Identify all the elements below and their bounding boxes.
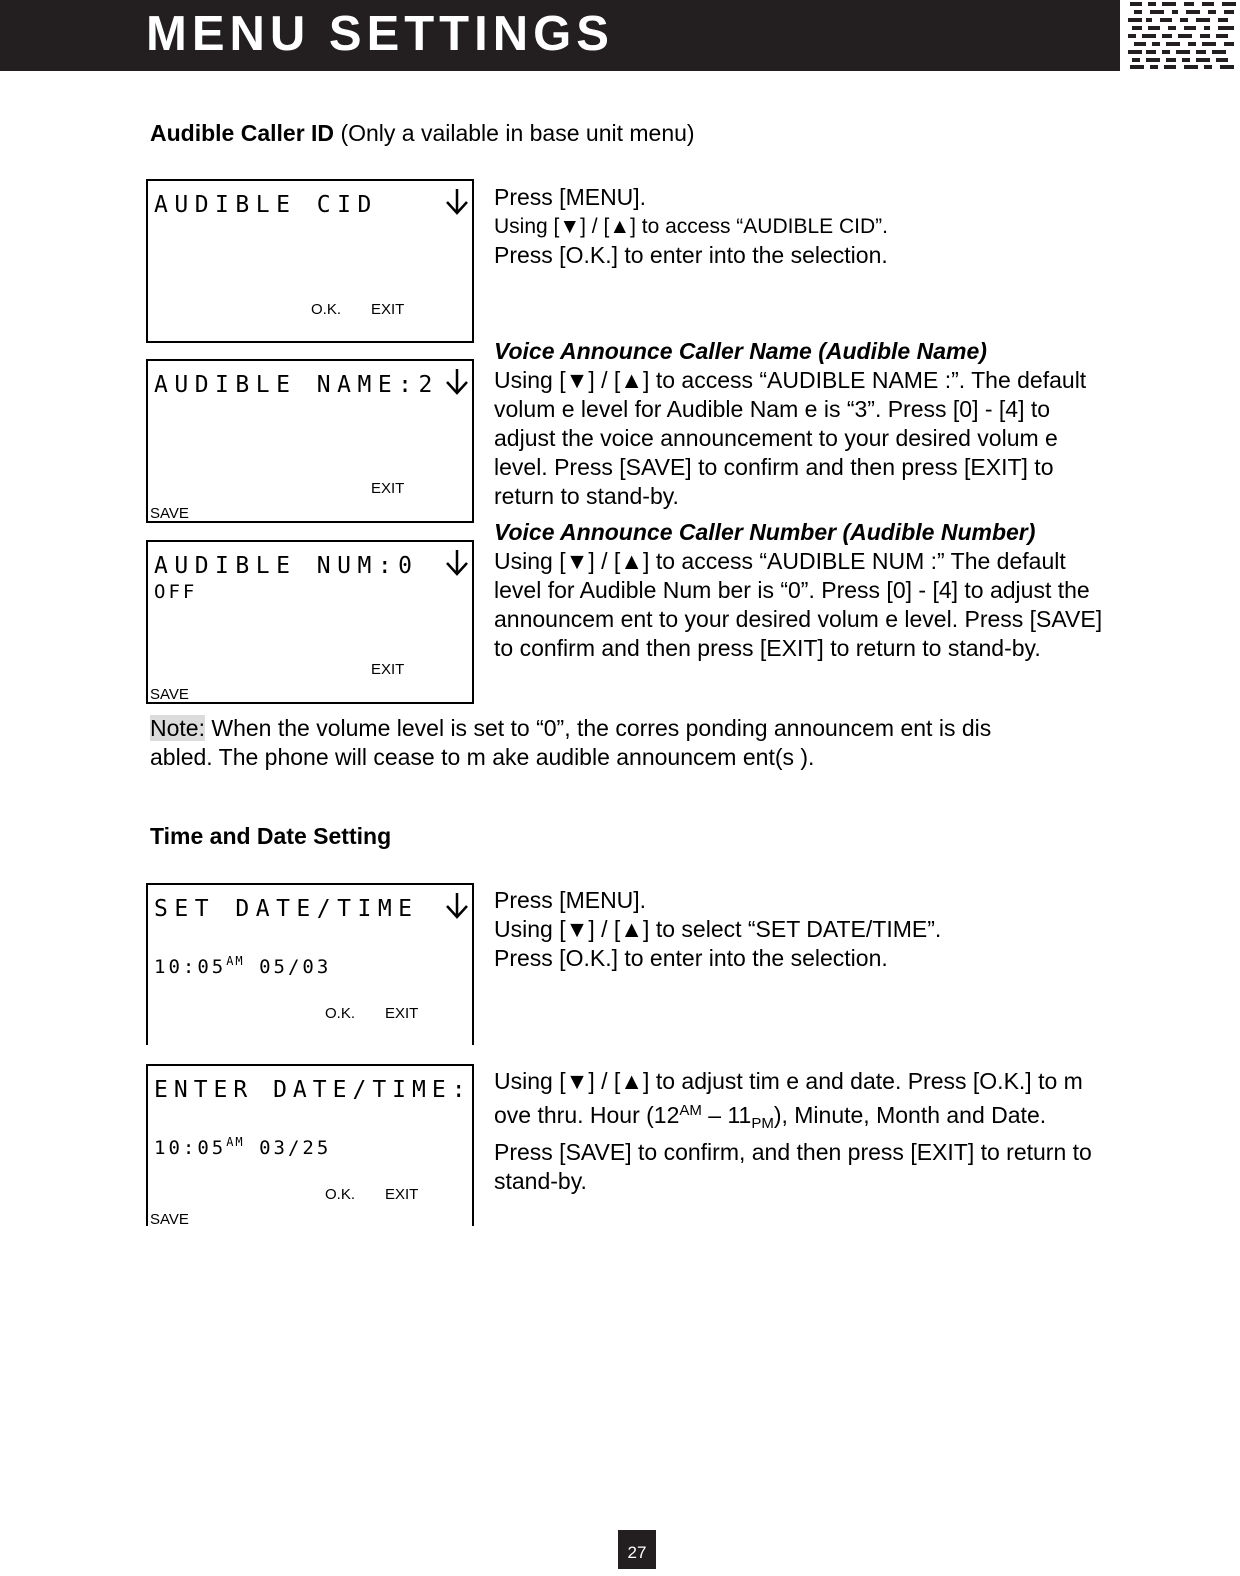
down-arrow-icon	[444, 367, 470, 397]
instruction-line: Press [O.K.] to enter into the selection.	[494, 945, 888, 971]
lcd-time-date	[154, 949, 331, 979]
ok-softkey: O.K.	[325, 1186, 356, 1203]
voice-number-block	[494, 518, 1114, 663]
audible-cid-instructions	[494, 183, 1114, 270]
exit-softkey: EXIT	[371, 480, 405, 497]
voice-name-block	[494, 337, 1114, 511]
audible-section-title: Audible Caller ID	[150, 120, 335, 146]
dot-pattern-icon	[1126, 0, 1240, 71]
adjust-text-part: – 11	[701, 1102, 752, 1128]
page-number: 27	[618, 1530, 656, 1569]
adjust-text-part: Using [▼] / [▲] to adjust tim e and date. Press [O.K.] to m ove thru. Hour (12	[494, 1068, 1083, 1128]
header-bar	[0, 0, 1120, 71]
lcd-line: AUDIBLE CID	[154, 192, 378, 218]
instruction-line: Press [MENU].	[494, 887, 647, 913]
lcd-time: 10:05	[154, 1137, 227, 1159]
exit-softkey: EXIT	[371, 301, 405, 318]
exit-softkey: EXIT	[385, 1186, 419, 1203]
lcd-line-2: OFF	[154, 581, 198, 603]
lcd-line: AUDIBLE NAME:2	[154, 372, 439, 398]
lcd-time: 10:05	[154, 956, 227, 978]
save-instruction: Press [SAVE] to confirm, and then press [EXIT] to return to stand-by.	[494, 1139, 1092, 1194]
save-softkey: SAVE	[150, 505, 189, 522]
audible-section-heading	[150, 119, 695, 147]
down-arrow-icon	[444, 548, 470, 578]
note-label: Note:	[150, 715, 205, 741]
note-text: When the volume level is set to “0”, the corres ponding announcem ent is dis abled. The phone will cease to m ake audible announcem ent(s ).	[150, 715, 992, 770]
set-date-instructions	[494, 886, 1114, 973]
note-paragraph	[150, 714, 1050, 772]
exit-softkey: EXIT	[371, 661, 405, 678]
lcd-date: 03/25	[259, 1137, 332, 1159]
lcd-am: AM	[226, 1135, 245, 1149]
lcd-line: AUDIBLE NUM:0	[154, 553, 419, 579]
audible-section-note: (Only a vailable in base unit menu)	[340, 120, 695, 146]
down-arrow-icon	[444, 891, 470, 921]
ok-softkey: O.K.	[325, 1005, 356, 1022]
exit-softkey: EXIT	[385, 1005, 419, 1022]
lcd-line: SET DATE/TIME	[154, 896, 419, 922]
instruction-line: Press [MENU].	[494, 184, 647, 210]
adjust-time-text	[494, 1067, 1094, 1138]
voice-name-body: Using [▼] / [▲] to access “AUDIBLE NAME :”. The default volum e level for Audible Nam e is “3”. Press [0] - [4] to adjust the voice announcement to your desired volum e level. Press [SAVE] to confirm and then press [EXIT] to return to stand-by.	[494, 367, 1087, 509]
time-section-title: Time and Date Setting	[150, 823, 392, 849]
lcd-audible-name	[146, 359, 474, 523]
voice-number-body: Using [▼] / [▲] to access “AUDIBLE NUM :” The default level for Audible Num ber is “0”. Press [0] - [4] to adjust the announcem ent to your desired volum e level. Press [SAVE] to confirm and then press [EXIT] to return to stand-by.	[494, 548, 1103, 661]
am-superscript: AM	[679, 1102, 702, 1119]
lcd-time-date	[154, 1130, 331, 1160]
lcd-date: 05/03	[259, 956, 332, 978]
pm-subscript: PM	[751, 1115, 774, 1132]
instruction-line: Using [▼] / [▲] to select “SET DATE/TIME”.	[494, 916, 942, 942]
lcd-audible-num	[146, 540, 474, 704]
instruction-line: Using [▼] / [▲] to access “AUDIBLE CID”.	[494, 215, 888, 238]
page-title: MENU SETTINGS	[146, 7, 614, 61]
time-section-heading	[150, 822, 391, 850]
voice-name-heading: Voice Announce Caller Name (Audible Name)	[494, 338, 987, 364]
voice-number-heading: Voice Announce Caller Number (Audible Number)	[494, 519, 1036, 545]
lcd-set-date-time	[146, 883, 474, 1045]
adjust-text-part: ), Minute, Month and Date.	[773, 1102, 1047, 1128]
lcd-am: AM	[226, 954, 245, 968]
lcd-enter-date-time	[146, 1064, 474, 1226]
ok-softkey: O.K.	[311, 301, 342, 318]
lcd-line: ENTER DATE/TIME:	[154, 1077, 472, 1103]
instruction-line: Press [O.K.] to enter into the selection.	[494, 242, 888, 268]
down-arrow-icon	[444, 187, 470, 217]
save-softkey: SAVE	[150, 686, 189, 703]
enter-date-instructions	[494, 1067, 1094, 1196]
save-softkey: SAVE	[150, 1211, 189, 1228]
lcd-audible-cid	[146, 179, 474, 343]
